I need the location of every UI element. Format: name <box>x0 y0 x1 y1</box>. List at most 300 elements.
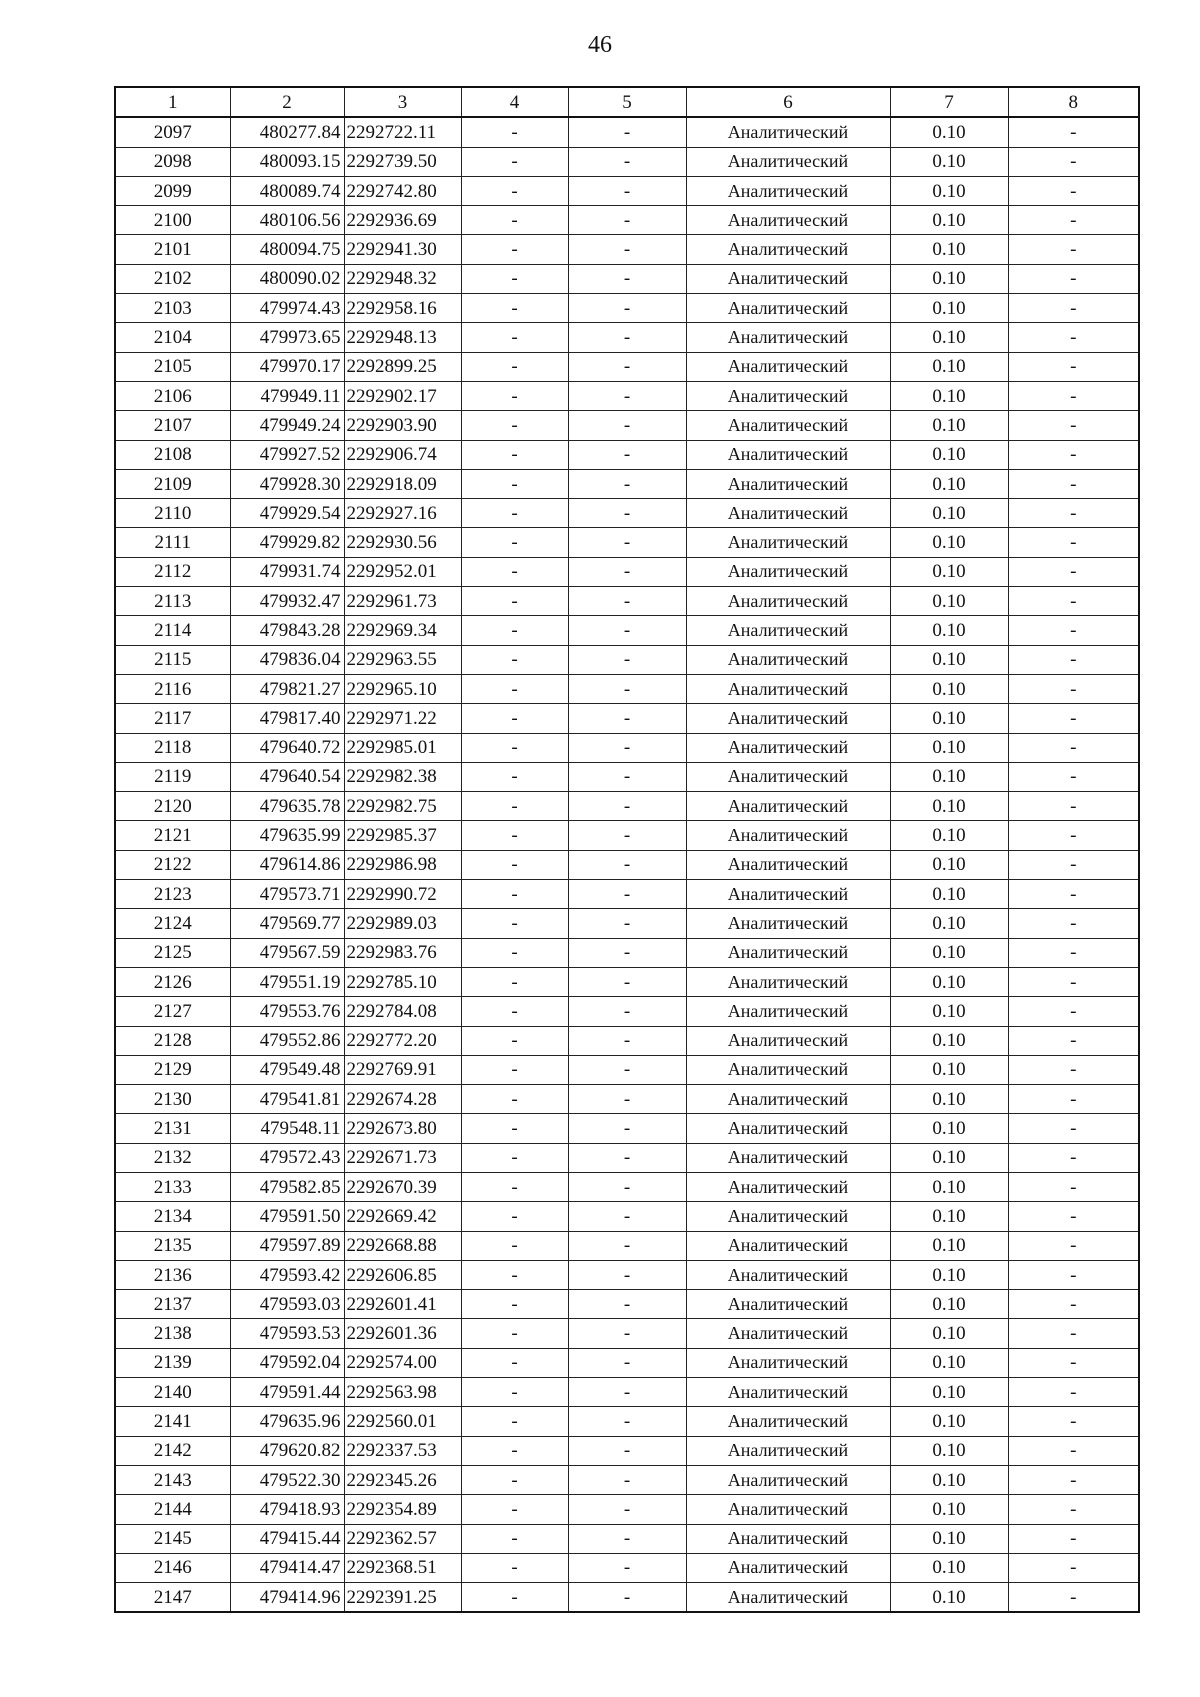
x-coordinate-cell: 479949.11 <box>230 381 344 410</box>
col4-cell: - <box>461 880 568 909</box>
col4-cell: - <box>461 1524 568 1553</box>
point-number-cell: 2097 <box>115 117 230 147</box>
method-cell: Аналитический <box>686 733 890 762</box>
col8-cell: - <box>1008 997 1139 1026</box>
point-number-cell: 2103 <box>115 294 230 323</box>
accuracy-cell: 0.10 <box>890 733 1008 762</box>
accuracy-cell: 0.10 <box>890 469 1008 498</box>
col5-cell: - <box>568 733 686 762</box>
col4-cell: - <box>461 1026 568 1055</box>
col5-cell: - <box>568 1055 686 1084</box>
col4-cell: - <box>461 1231 568 1260</box>
table-row <box>115 1085 1139 1114</box>
col8-cell: - <box>1008 528 1139 557</box>
col8-cell: - <box>1008 499 1139 528</box>
table-row <box>115 674 1139 703</box>
x-coordinate-cell: 480093.15 <box>230 147 344 176</box>
method-cell: Аналитический <box>686 674 890 703</box>
method-cell: Аналитический <box>686 1290 890 1319</box>
col8-cell: - <box>1008 1553 1139 1582</box>
accuracy-cell: 0.10 <box>890 997 1008 1026</box>
table-row <box>115 1143 1139 1172</box>
col5-cell: - <box>568 206 686 235</box>
method-cell: Аналитический <box>686 850 890 879</box>
accuracy-cell: 0.10 <box>890 880 1008 909</box>
col8-cell: - <box>1008 967 1139 996</box>
col5-cell: - <box>568 1231 686 1260</box>
table-row <box>115 1465 1139 1494</box>
method-cell: Аналитический <box>686 1260 890 1289</box>
col8-cell: - <box>1008 1143 1139 1172</box>
point-number-cell: 2133 <box>115 1172 230 1201</box>
y-coordinate-cell: 2292899.25 <box>344 352 461 381</box>
col4-cell: - <box>461 909 568 938</box>
table-row <box>115 235 1139 264</box>
table-body <box>115 117 1139 1612</box>
y-coordinate-cell: 2292989.03 <box>344 909 461 938</box>
point-number-cell: 2108 <box>115 440 230 469</box>
point-number-cell: 2114 <box>115 616 230 645</box>
y-coordinate-cell: 2292969.34 <box>344 616 461 645</box>
point-number-cell: 2116 <box>115 674 230 703</box>
method-cell: Аналитический <box>686 1055 890 1084</box>
col5-cell: - <box>568 938 686 967</box>
col4-cell: - <box>461 938 568 967</box>
accuracy-cell: 0.10 <box>890 411 1008 440</box>
col8-cell: - <box>1008 264 1139 293</box>
x-coordinate-cell: 479552.86 <box>230 1026 344 1055</box>
x-coordinate-cell: 479817.40 <box>230 704 344 733</box>
method-cell: Аналитический <box>686 1407 890 1436</box>
x-coordinate-cell: 480277.84 <box>230 117 344 147</box>
method-cell: Аналитический <box>686 323 890 352</box>
accuracy-cell: 0.10 <box>890 645 1008 674</box>
col5-cell: - <box>568 1378 686 1407</box>
col4-cell: - <box>461 997 568 1026</box>
col8-cell: - <box>1008 1260 1139 1289</box>
y-coordinate-cell: 2292769.91 <box>344 1055 461 1084</box>
point-number-cell: 2132 <box>115 1143 230 1172</box>
y-coordinate-cell: 2292606.85 <box>344 1260 461 1289</box>
method-cell: Аналитический <box>686 1114 890 1143</box>
y-coordinate-cell: 2292362.57 <box>344 1524 461 1553</box>
accuracy-cell: 0.10 <box>890 206 1008 235</box>
col4-cell: - <box>461 792 568 821</box>
col8-cell: - <box>1008 880 1139 909</box>
accuracy-cell: 0.10 <box>890 1026 1008 1055</box>
point-number-cell: 2118 <box>115 733 230 762</box>
col8-cell: - <box>1008 206 1139 235</box>
x-coordinate-cell: 479640.54 <box>230 762 344 791</box>
column-header: 5 <box>568 87 686 117</box>
method-cell: Аналитический <box>686 1465 890 1494</box>
point-number-cell: 2098 <box>115 147 230 176</box>
y-coordinate-cell: 2292674.28 <box>344 1085 461 1114</box>
method-cell: Аналитический <box>686 147 890 176</box>
table-row <box>115 117 1139 147</box>
point-number-cell: 2140 <box>115 1378 230 1407</box>
method-cell: Аналитический <box>686 264 890 293</box>
x-coordinate-cell: 479548.11 <box>230 1114 344 1143</box>
point-number-cell: 2138 <box>115 1319 230 1348</box>
method-cell: Аналитический <box>686 528 890 557</box>
col4-cell: - <box>461 440 568 469</box>
y-coordinate-cell: 2292784.08 <box>344 997 461 1026</box>
col8-cell: - <box>1008 674 1139 703</box>
point-number-cell: 2136 <box>115 1260 230 1289</box>
col8-cell: - <box>1008 1378 1139 1407</box>
accuracy-cell: 0.10 <box>890 762 1008 791</box>
col8-cell: - <box>1008 1436 1139 1465</box>
y-coordinate-cell: 2292772.20 <box>344 1026 461 1055</box>
table-row <box>115 147 1139 176</box>
table-row <box>115 1290 1139 1319</box>
method-cell: Аналитический <box>686 1436 890 1465</box>
table-row <box>115 1114 1139 1143</box>
y-coordinate-cell: 2292391.25 <box>344 1583 461 1613</box>
table-row <box>115 909 1139 938</box>
col4-cell: - <box>461 1378 568 1407</box>
x-coordinate-cell: 479567.59 <box>230 938 344 967</box>
col8-cell: - <box>1008 469 1139 498</box>
accuracy-cell: 0.10 <box>890 176 1008 205</box>
col4-cell: - <box>461 1583 568 1613</box>
col5-cell: - <box>568 880 686 909</box>
column-header: 6 <box>686 87 890 117</box>
accuracy-cell: 0.10 <box>890 1319 1008 1348</box>
col4-cell: - <box>461 1114 568 1143</box>
x-coordinate-cell: 480106.56 <box>230 206 344 235</box>
y-coordinate-cell: 2292722.11 <box>344 117 461 147</box>
accuracy-cell: 0.10 <box>890 528 1008 557</box>
accuracy-cell: 0.10 <box>890 909 1008 938</box>
col8-cell: - <box>1008 1290 1139 1319</box>
x-coordinate-cell: 479593.42 <box>230 1260 344 1289</box>
col5-cell: - <box>568 1260 686 1289</box>
y-coordinate-cell: 2292918.09 <box>344 469 461 498</box>
col4-cell: - <box>461 821 568 850</box>
col8-cell: - <box>1008 294 1139 323</box>
point-number-cell: 2143 <box>115 1465 230 1494</box>
table-row <box>115 411 1139 440</box>
col5-cell: - <box>568 469 686 498</box>
col8-cell: - <box>1008 235 1139 264</box>
col5-cell: - <box>568 352 686 381</box>
x-coordinate-cell: 479569.77 <box>230 909 344 938</box>
table-row <box>115 1378 1139 1407</box>
y-coordinate-cell: 2292670.39 <box>344 1172 461 1201</box>
table-row <box>115 499 1139 528</box>
col8-cell: - <box>1008 1495 1139 1524</box>
x-coordinate-cell: 479931.74 <box>230 557 344 586</box>
col4-cell: - <box>461 1407 568 1436</box>
accuracy-cell: 0.10 <box>890 1231 1008 1260</box>
x-coordinate-cell: 479635.96 <box>230 1407 344 1436</box>
col5-cell: - <box>568 264 686 293</box>
col8-cell: - <box>1008 792 1139 821</box>
accuracy-cell: 0.10 <box>890 1143 1008 1172</box>
table-row <box>115 557 1139 586</box>
method-cell: Аналитический <box>686 645 890 674</box>
col4-cell: - <box>461 616 568 645</box>
col4-cell: - <box>461 1553 568 1582</box>
table-row <box>115 469 1139 498</box>
table-row <box>115 850 1139 879</box>
x-coordinate-cell: 480089.74 <box>230 176 344 205</box>
accuracy-cell: 0.10 <box>890 1085 1008 1114</box>
point-number-cell: 2127 <box>115 997 230 1026</box>
col5-cell: - <box>568 117 686 147</box>
point-number-cell: 2131 <box>115 1114 230 1143</box>
method-cell: Аналитический <box>686 557 890 586</box>
y-coordinate-cell: 2292668.88 <box>344 1231 461 1260</box>
col5-cell: - <box>568 381 686 410</box>
y-coordinate-cell: 2292354.89 <box>344 1495 461 1524</box>
point-number-cell: 2111 <box>115 528 230 557</box>
x-coordinate-cell: 479928.30 <box>230 469 344 498</box>
col4-cell: - <box>461 117 568 147</box>
col8-cell: - <box>1008 557 1139 586</box>
x-coordinate-cell: 479597.89 <box>230 1231 344 1260</box>
col8-cell: - <box>1008 733 1139 762</box>
col8-cell: - <box>1008 1524 1139 1553</box>
col8-cell: - <box>1008 1114 1139 1143</box>
col4-cell: - <box>461 352 568 381</box>
col8-cell: - <box>1008 1085 1139 1114</box>
column-header: 4 <box>461 87 568 117</box>
method-cell: Аналитический <box>686 411 890 440</box>
point-number-cell: 2128 <box>115 1026 230 1055</box>
table-row <box>115 880 1139 909</box>
column-header: 1 <box>115 87 230 117</box>
col5-cell: - <box>568 1465 686 1494</box>
column-header: 3 <box>344 87 461 117</box>
accuracy-cell: 0.10 <box>890 850 1008 879</box>
col8-cell: - <box>1008 352 1139 381</box>
method-cell: Аналитический <box>686 352 890 381</box>
accuracy-cell: 0.10 <box>890 557 1008 586</box>
col5-cell: - <box>568 674 686 703</box>
point-number-cell: 2147 <box>115 1583 230 1613</box>
method-cell: Аналитический <box>686 1524 890 1553</box>
x-coordinate-cell: 479414.47 <box>230 1553 344 1582</box>
accuracy-cell: 0.10 <box>890 967 1008 996</box>
col5-cell: - <box>568 792 686 821</box>
accuracy-cell: 0.10 <box>890 235 1008 264</box>
accuracy-cell: 0.10 <box>890 323 1008 352</box>
col5-cell: - <box>568 1553 686 1582</box>
x-coordinate-cell: 480094.75 <box>230 235 344 264</box>
accuracy-cell: 0.10 <box>890 792 1008 821</box>
table-row <box>115 206 1139 235</box>
y-coordinate-cell: 2292990.72 <box>344 880 461 909</box>
point-number-cell: 2101 <box>115 235 230 264</box>
col5-cell: - <box>568 147 686 176</box>
x-coordinate-cell: 479821.27 <box>230 674 344 703</box>
col4-cell: - <box>461 264 568 293</box>
x-coordinate-cell: 479927.52 <box>230 440 344 469</box>
method-cell: Аналитический <box>686 1202 890 1231</box>
y-coordinate-cell: 2292574.00 <box>344 1348 461 1377</box>
y-coordinate-cell: 2292982.38 <box>344 762 461 791</box>
x-coordinate-cell: 479573.71 <box>230 880 344 909</box>
table-row <box>115 1553 1139 1582</box>
x-coordinate-cell: 479635.78 <box>230 792 344 821</box>
point-number-cell: 2142 <box>115 1436 230 1465</box>
x-coordinate-cell: 479836.04 <box>230 645 344 674</box>
point-number-cell: 2107 <box>115 411 230 440</box>
col4-cell: - <box>461 176 568 205</box>
table-row <box>115 1436 1139 1465</box>
col4-cell: - <box>461 557 568 586</box>
col8-cell: - <box>1008 117 1139 147</box>
point-number-cell: 2105 <box>115 352 230 381</box>
point-number-cell: 2112 <box>115 557 230 586</box>
table-row <box>115 352 1139 381</box>
point-number-cell: 2109 <box>115 469 230 498</box>
accuracy-cell: 0.10 <box>890 147 1008 176</box>
y-coordinate-cell: 2292671.73 <box>344 1143 461 1172</box>
accuracy-cell: 0.10 <box>890 616 1008 645</box>
col4-cell: - <box>461 1348 568 1377</box>
table-row <box>115 440 1139 469</box>
x-coordinate-cell: 479932.47 <box>230 587 344 616</box>
col8-cell: - <box>1008 762 1139 791</box>
x-coordinate-cell: 479591.44 <box>230 1378 344 1407</box>
method-cell: Аналитический <box>686 294 890 323</box>
x-coordinate-cell: 479415.44 <box>230 1524 344 1553</box>
col5-cell: - <box>568 176 686 205</box>
x-coordinate-cell: 479614.86 <box>230 850 344 879</box>
col4-cell: - <box>461 147 568 176</box>
y-coordinate-cell: 2292669.42 <box>344 1202 461 1231</box>
col8-cell: - <box>1008 176 1139 205</box>
x-coordinate-cell: 479974.43 <box>230 294 344 323</box>
point-number-cell: 2104 <box>115 323 230 352</box>
point-number-cell: 2122 <box>115 850 230 879</box>
table-row <box>115 733 1139 762</box>
method-cell: Аналитический <box>686 1026 890 1055</box>
table-row <box>115 1348 1139 1377</box>
col5-cell: - <box>568 909 686 938</box>
table-row <box>115 1260 1139 1289</box>
col4-cell: - <box>461 1202 568 1231</box>
col8-cell: - <box>1008 1172 1139 1201</box>
col5-cell: - <box>568 821 686 850</box>
column-header: 2 <box>230 87 344 117</box>
col4-cell: - <box>461 674 568 703</box>
method-cell: Аналитический <box>686 1172 890 1201</box>
col5-cell: - <box>568 967 686 996</box>
y-coordinate-cell: 2292601.41 <box>344 1290 461 1319</box>
col5-cell: - <box>568 1436 686 1465</box>
x-coordinate-cell: 479551.19 <box>230 967 344 996</box>
method-cell: Аналитический <box>686 440 890 469</box>
method-cell: Аналитический <box>686 704 890 733</box>
col8-cell: - <box>1008 147 1139 176</box>
col5-cell: - <box>568 1290 686 1319</box>
x-coordinate-cell: 479973.65 <box>230 323 344 352</box>
col4-cell: - <box>461 1290 568 1319</box>
y-coordinate-cell: 2292983.76 <box>344 938 461 967</box>
y-coordinate-cell: 2292337.53 <box>344 1436 461 1465</box>
accuracy-cell: 0.10 <box>890 1202 1008 1231</box>
col5-cell: - <box>568 1348 686 1377</box>
point-number-cell: 2113 <box>115 587 230 616</box>
y-coordinate-cell: 2292952.01 <box>344 557 461 586</box>
point-number-cell: 2120 <box>115 792 230 821</box>
method-cell: Аналитический <box>686 821 890 850</box>
y-coordinate-cell: 2292958.16 <box>344 294 461 323</box>
accuracy-cell: 0.10 <box>890 1290 1008 1319</box>
col8-cell: - <box>1008 440 1139 469</box>
col8-cell: - <box>1008 1319 1139 1348</box>
col4-cell: - <box>461 704 568 733</box>
col4-cell: - <box>461 411 568 440</box>
col5-cell: - <box>568 1202 686 1231</box>
col4-cell: - <box>461 1085 568 1114</box>
point-number-cell: 2134 <box>115 1202 230 1231</box>
col8-cell: - <box>1008 1348 1139 1377</box>
table-row <box>115 323 1139 352</box>
method-cell: Аналитический <box>686 587 890 616</box>
table-row <box>115 381 1139 410</box>
accuracy-cell: 0.10 <box>890 1378 1008 1407</box>
x-coordinate-cell: 479640.72 <box>230 733 344 762</box>
col8-cell: - <box>1008 616 1139 645</box>
col4-cell: - <box>461 528 568 557</box>
col8-cell: - <box>1008 1055 1139 1084</box>
x-coordinate-cell: 479593.03 <box>230 1290 344 1319</box>
accuracy-cell: 0.10 <box>890 1407 1008 1436</box>
point-number-cell: 2117 <box>115 704 230 733</box>
table-row <box>115 587 1139 616</box>
method-cell: Аналитический <box>686 1231 890 1260</box>
accuracy-cell: 0.10 <box>890 1465 1008 1494</box>
col4-cell: - <box>461 381 568 410</box>
method-cell: Аналитический <box>686 1553 890 1582</box>
col5-cell: - <box>568 1026 686 1055</box>
col8-cell: - <box>1008 587 1139 616</box>
method-cell: Аналитический <box>686 381 890 410</box>
col5-cell: - <box>568 323 686 352</box>
accuracy-cell: 0.10 <box>890 440 1008 469</box>
accuracy-cell: 0.10 <box>890 1348 1008 1377</box>
method-cell: Аналитический <box>686 938 890 967</box>
col5-cell: - <box>568 1495 686 1524</box>
y-coordinate-cell: 2292985.37 <box>344 821 461 850</box>
point-number-cell: 2146 <box>115 1553 230 1582</box>
point-number-cell: 2125 <box>115 938 230 967</box>
point-number-cell: 2106 <box>115 381 230 410</box>
col8-cell: - <box>1008 1202 1139 1231</box>
accuracy-cell: 0.10 <box>890 1172 1008 1201</box>
y-coordinate-cell: 2292902.17 <box>344 381 461 410</box>
y-coordinate-cell: 2292742.80 <box>344 176 461 205</box>
method-cell: Аналитический <box>686 206 890 235</box>
col4-cell: - <box>461 469 568 498</box>
method-cell: Аналитический <box>686 176 890 205</box>
method-cell: Аналитический <box>686 997 890 1026</box>
y-coordinate-cell: 2292930.56 <box>344 528 461 557</box>
method-cell: Аналитический <box>686 616 890 645</box>
point-number-cell: 2102 <box>115 264 230 293</box>
col5-cell: - <box>568 1583 686 1613</box>
col8-cell: - <box>1008 1407 1139 1436</box>
method-cell: Аналитический <box>686 1495 890 1524</box>
x-coordinate-cell: 479541.81 <box>230 1085 344 1114</box>
table-row <box>115 1524 1139 1553</box>
